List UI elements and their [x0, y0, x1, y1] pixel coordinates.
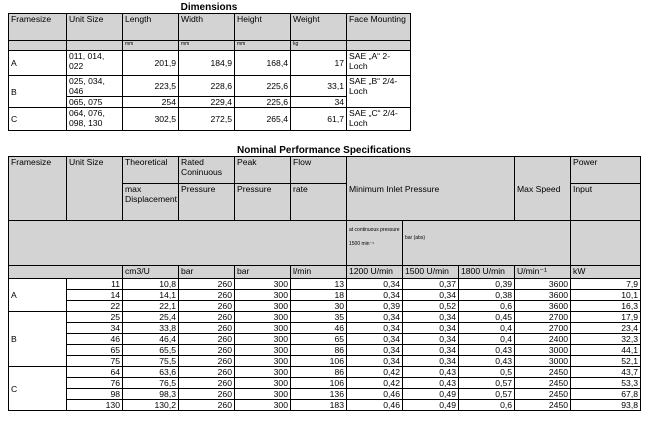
inlet-1800-cell: 0,43 [459, 356, 515, 367]
dimensions-units-row [9, 41, 411, 51]
unit-size-cell: 22 [67, 301, 123, 312]
header-min-inlet: Minimum Inlet Pressure [347, 157, 515, 221]
header-flow-rate: rate [291, 184, 347, 221]
length-cell: 201,9 [123, 51, 179, 76]
notes-empty-cell [9, 221, 347, 266]
unit-in1: 1200 U/min [347, 266, 403, 279]
rated-pressure-cell: 260 [179, 378, 235, 389]
unit-size-cell: 14 [67, 290, 123, 301]
unit-size-cell: 34 [67, 323, 123, 334]
dimensions-unit-cell: mm [123, 41, 179, 51]
dimensions-header-cell: Length [123, 14, 179, 41]
inlet-1500-cell: 0,37 [403, 279, 459, 290]
flow-rate-cell: 106 [291, 378, 347, 389]
inlet-1800-cell: 0,6 [459, 301, 515, 312]
framesize-cell: A [9, 279, 67, 312]
dimensions-header-cell: Framesize [9, 14, 67, 41]
dimensions-unit-cell [347, 41, 411, 51]
inlet-1800-cell: 0,39 [459, 279, 515, 290]
peak-pressure-cell: 300 [235, 378, 291, 389]
flow-rate-cell: 46 [291, 323, 347, 334]
height-cell: 265,4 [235, 108, 291, 131]
header-power: Power [571, 157, 641, 184]
displacement-cell: 33,8 [123, 323, 179, 334]
inlet-1200-cell: 0,34 [347, 312, 403, 323]
inlet-1800-cell: 0,38 [459, 290, 515, 301]
inlet-1800-cell: 0,43 [459, 345, 515, 356]
inlet-1500-cell: 0,49 [403, 400, 459, 411]
power-input-cell: 44,1 [571, 345, 641, 356]
inlet-1200-cell: 0,34 [347, 323, 403, 334]
dimensions-table [8, 13, 411, 131]
rated-pressure-cell: 260 [179, 279, 235, 290]
performance-row [9, 334, 641, 345]
performance-row [9, 389, 641, 400]
unit-size-cell: 46 [67, 334, 123, 345]
dimensions-header-cell: Width [179, 14, 235, 41]
framesize-cell: C [9, 367, 67, 411]
weight-cell: 17 [291, 51, 347, 76]
performance-row [9, 323, 641, 334]
rated-pressure-cell: 260 [179, 334, 235, 345]
max-speed-cell: 2400 [515, 334, 571, 345]
note-inlet [403, 221, 571, 266]
inlet-1800-cell: 0,4 [459, 334, 515, 345]
inlet-1500-cell: 0,43 [403, 367, 459, 378]
width-cell: 228,6 [179, 76, 235, 97]
note-flow [347, 221, 403, 266]
dimensions-unit-cell: mm [179, 41, 235, 51]
header-power-input: Input [571, 184, 641, 221]
power-input-cell: 67,8 [571, 389, 641, 400]
dimensions-header-cell: Face Mounting [347, 14, 411, 41]
displacement-cell: 98,3 [123, 389, 179, 400]
inlet-1500-cell: 0,52 [403, 301, 459, 312]
inlet-1500-cell: 0,34 [403, 345, 459, 356]
inlet-1500-cell: 0,34 [403, 323, 459, 334]
displacement-cell: 130,2 [123, 400, 179, 411]
inlet-1500-cell: 0,34 [403, 312, 459, 323]
dimensions-row [9, 108, 411, 131]
inlet-1800-cell: 0,5 [459, 367, 515, 378]
height-cell: 168,4 [235, 51, 291, 76]
width-cell: 229,4 [179, 97, 235, 108]
dimensions-row [9, 76, 411, 97]
inlet-1500-cell: 0,49 [403, 389, 459, 400]
header-rated: Rated Coninuous [179, 157, 235, 184]
unit-size-cell: 130 [67, 400, 123, 411]
rated-pressure-cell: 260 [179, 301, 235, 312]
inlet-1200-cell: 0,34 [347, 279, 403, 290]
inlet-1500-cell: 0,34 [403, 290, 459, 301]
peak-pressure-cell: 300 [235, 301, 291, 312]
inlet-1200-cell: 0,34 [347, 356, 403, 367]
max-speed-cell: 3600 [515, 290, 571, 301]
flow-rate-cell: 106 [291, 356, 347, 367]
unit-flow: l/min [291, 266, 347, 279]
width-cell: 184,9 [179, 51, 235, 76]
dimensions-unit-cell [9, 41, 67, 51]
flow-rate-cell: 35 [291, 312, 347, 323]
rated-pressure-cell: 260 [179, 356, 235, 367]
peak-pressure-cell: 300 [235, 400, 291, 411]
rated-pressure-cell: 260 [179, 400, 235, 411]
weight-cell: 34 [291, 97, 347, 108]
performance-row [9, 312, 641, 323]
rated-pressure-cell: 260 [179, 312, 235, 323]
inlet-1200-cell: 0,46 [347, 400, 403, 411]
performance-row [9, 378, 641, 389]
peak-pressure-cell: 300 [235, 279, 291, 290]
flow-rate-cell: 18 [291, 290, 347, 301]
unit-size-cell: 065, 075 [67, 97, 123, 108]
performance-notes-row [9, 221, 641, 266]
note-flow-text: at continuous pressure [349, 227, 400, 233]
peak-pressure-cell: 300 [235, 389, 291, 400]
dimensions-row [9, 51, 411, 76]
performance-row [9, 290, 641, 301]
dimensions-unit-cell: mm [235, 41, 291, 51]
peak-pressure-cell: 300 [235, 323, 291, 334]
unit-size-cell: 76 [67, 378, 123, 389]
weight-cell: 61,7 [291, 108, 347, 131]
header-flow: Flow [291, 157, 347, 184]
max-speed-cell: 3000 [515, 345, 571, 356]
rated-pressure-cell: 260 [179, 345, 235, 356]
rated-pressure-cell: 260 [179, 367, 235, 378]
peak-pressure-cell: 300 [235, 334, 291, 345]
performance-row [9, 345, 641, 356]
unit-in2: 1500 U/min [403, 266, 459, 279]
power-input-cell: 17,9 [571, 312, 641, 323]
displacement-cell: 65,5 [123, 345, 179, 356]
performance-table [8, 156, 641, 411]
unit-peak: bar [235, 266, 291, 279]
dimensions-header-row [9, 14, 411, 41]
displacement-cell: 14,1 [123, 290, 179, 301]
framesize-cell: A [9, 51, 67, 76]
dimensions-header-cell: Height [235, 14, 291, 41]
flow-rate-cell: 30 [291, 301, 347, 312]
inlet-1500-cell: 0,43 [403, 378, 459, 389]
dimensions-header-cell: Unit Size [67, 14, 123, 41]
inlet-1200-cell: 0,46 [347, 389, 403, 400]
inlet-1200-cell: 0,34 [347, 345, 403, 356]
max-speed-cell: 2700 [515, 312, 571, 323]
power-input-cell: 43,7 [571, 367, 641, 378]
performance-row [9, 301, 641, 312]
unit-speed: U/min⁻¹ [515, 266, 571, 279]
inlet-1800-cell: 0,4 [459, 323, 515, 334]
performance-row [9, 367, 641, 378]
performance-row [9, 400, 641, 411]
peak-pressure-cell: 300 [235, 312, 291, 323]
framesize-cell: C [9, 108, 67, 131]
inlet-1800-cell: 0,6 [459, 400, 515, 411]
power-input-cell: 93,8 [571, 400, 641, 411]
dimensions-unit-cell: kg [291, 41, 347, 51]
header-rated-pressure: Pressure [179, 184, 235, 221]
max-speed-cell: 3600 [515, 279, 571, 290]
power-input-cell: 52,1 [571, 356, 641, 367]
length-cell: 254 [123, 97, 179, 108]
power-input-cell: 7,9 [571, 279, 641, 290]
power-input-cell: 10,1 [571, 290, 641, 301]
height-cell: 225,6 [235, 76, 291, 97]
note-flow-speed: 1500 min⁻¹ [349, 241, 374, 247]
inlet-1800-cell: 0,45 [459, 312, 515, 323]
performance-units-row [9, 266, 641, 279]
unit-size-cell: 98 [67, 389, 123, 400]
flow-rate-cell: 86 [291, 367, 347, 378]
displacement-cell: 76,5 [123, 378, 179, 389]
unit-size-cell: 64 [67, 367, 123, 378]
max-speed-cell: 2450 [515, 389, 571, 400]
rated-pressure-cell: 260 [179, 323, 235, 334]
length-cell: 223,5 [123, 76, 179, 97]
unit-size-cell: 65 [67, 345, 123, 356]
displacement-cell: 22,1 [123, 301, 179, 312]
unit-size-cell: 025, 034, 046 [67, 76, 123, 97]
max-speed-cell: 3000 [515, 356, 571, 367]
displacement-cell: 63,6 [123, 367, 179, 378]
dimensions-title: Dimensions [180, 2, 238, 13]
unit-disp: cm3/U [123, 266, 179, 279]
header-unit-size: Unit Size [67, 157, 123, 221]
unit-rated: bar [179, 266, 235, 279]
length-cell: 302,5 [123, 108, 179, 131]
performance-row [9, 279, 641, 290]
performance-header-row [9, 157, 641, 184]
peak-pressure-cell: 300 [235, 367, 291, 378]
face-mounting-cell: SAE „C“ 2/4-Loch [347, 108, 411, 131]
inlet-1200-cell: 0,39 [347, 301, 403, 312]
header-peak: Peak [235, 157, 291, 184]
unit-power: kW [571, 266, 641, 279]
units-empty-cell [9, 266, 123, 279]
note-inlet-text: bar (abs) [405, 235, 426, 241]
unit-in3: 1800 U/min [459, 266, 515, 279]
rated-pressure-cell: 260 [179, 389, 235, 400]
header-theoretical: Theoretical [123, 157, 179, 184]
flow-rate-cell: 136 [291, 389, 347, 400]
displacement-cell: 46,4 [123, 334, 179, 345]
inlet-1800-cell: 0,57 [459, 378, 515, 389]
max-speed-cell: 2450 [515, 400, 571, 411]
unit-size-cell: 75 [67, 356, 123, 367]
flow-rate-cell: 65 [291, 334, 347, 345]
displacement-cell: 25,4 [123, 312, 179, 323]
header-displacement: max Displacement [123, 184, 179, 221]
unit-size-cell: 064, 076, 098, 130 [67, 108, 123, 131]
inlet-1500-cell: 0,34 [403, 356, 459, 367]
displacement-cell: 10,8 [123, 279, 179, 290]
power-input-cell: 32,3 [571, 334, 641, 345]
inlet-1500-cell: 0,34 [403, 334, 459, 345]
header-framesize: Framesize [9, 157, 67, 221]
max-speed-cell: 2700 [515, 323, 571, 334]
performance-row [9, 356, 641, 367]
displacement-cell: 75,5 [123, 356, 179, 367]
dimensions-header-cell: Weight [291, 14, 347, 41]
rated-pressure-cell: 260 [179, 290, 235, 301]
dimensions-unit-cell [67, 41, 123, 51]
peak-pressure-cell: 300 [235, 356, 291, 367]
weight-cell: 33,1 [291, 76, 347, 97]
power-input-cell: 16,3 [571, 301, 641, 312]
peak-pressure-cell: 300 [235, 345, 291, 356]
header-peak-pressure: Pressure [235, 184, 291, 221]
width-cell: 272,5 [179, 108, 235, 131]
framesize-cell: B [9, 312, 67, 367]
framesize-cell: B [9, 76, 67, 108]
inlet-1800-cell: 0,57 [459, 389, 515, 400]
face-mounting-cell: SAE „A“ 2-Loch [347, 51, 411, 76]
power-input-cell: 23,4 [571, 323, 641, 334]
face-mounting-cell: SAE „B“ 2/4-Loch [347, 76, 411, 108]
unit-size-cell: 011, 014, 022 [67, 51, 123, 76]
max-speed-cell: 2450 [515, 378, 571, 389]
height-cell: 225,6 [235, 97, 291, 108]
unit-size-cell: 25 [67, 312, 123, 323]
peak-pressure-cell: 300 [235, 290, 291, 301]
performance-title: Nominal Performance Specifications [237, 145, 411, 156]
max-speed-cell: 3600 [515, 301, 571, 312]
inlet-1200-cell: 0,42 [347, 378, 403, 389]
unit-size-cell: 11 [67, 279, 123, 290]
header-max-speed: Max Speed [515, 157, 571, 221]
notes-empty-speed [571, 221, 641, 266]
flow-rate-cell: 183 [291, 400, 347, 411]
flow-rate-cell: 13 [291, 279, 347, 290]
power-input-cell: 53,3 [571, 378, 641, 389]
inlet-1200-cell: 0,34 [347, 334, 403, 345]
inlet-1200-cell: 0,42 [347, 367, 403, 378]
max-speed-cell: 2450 [515, 367, 571, 378]
inlet-1200-cell: 0,34 [347, 290, 403, 301]
flow-rate-cell: 86 [291, 345, 347, 356]
